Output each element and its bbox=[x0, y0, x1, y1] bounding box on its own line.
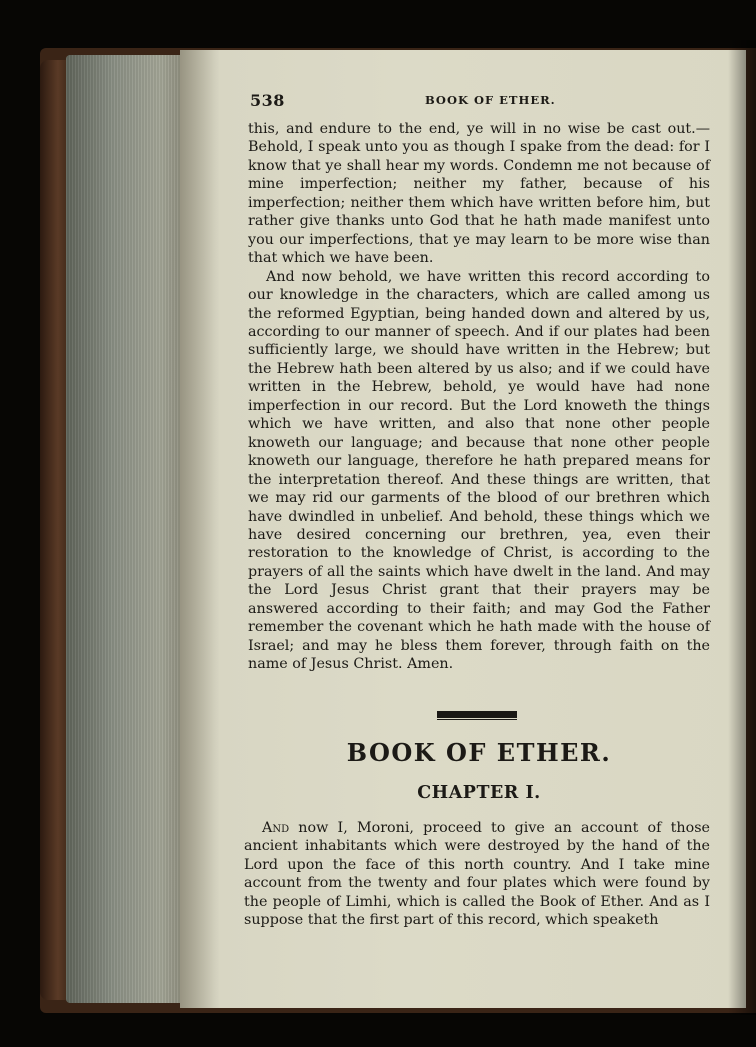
section-divider-line bbox=[437, 719, 517, 720]
section-divider bbox=[437, 711, 517, 718]
page-number: 538 bbox=[250, 91, 285, 110]
opening-word: And bbox=[262, 820, 290, 836]
paragraph: And now behold, we have written this record according to our knowledge in the characters, which are called among us the reformed Egyptian, being handed down and altered by us, according to our manner of speech. And if our plates had been sufficiently large, we should have written in the Hebrew; but the Hebrew hath been altered by us also; and if we could have written in the Hebrew, behold, ye would have had none imperfection in our record. But the Lord knoweth the things which we have written, and also that none other people knoweth our language; and because that none other people knoweth our language, therefore he hath prepared means for the interpretation thereof. And these things are written, that we may rid our garments of the blood of our brethren which have dwindled in unbelief. And behold, these things which we have desired concerning our brethren, yea, even their restoration to the knowledge of Christ, is according to the prayers of all the saints which have dwelt in the land. And may the Lord Jesus Christ grant that their prayers may be answered according to their faith; and may God the Father remember the covenant which he hath made with the house of Israel; and may he bless them forever, through faith on the name of Jesus Christ. Amen. bbox=[248, 268, 710, 673]
chapter-paragraph bbox=[244, 819, 710, 930]
page-edges bbox=[66, 55, 184, 1003]
paragraph-continuation: this, and endure to the end, ye will in no wise be cast out.— Behold, I speak unto you as though I spake from the dead: for I know that ye shall hear my words. Condemn me not because of mine imperfection; neither my father, because of his imperfection; neither them which have written before him, but rather give thanks unto God that he hath made manifest unto you our imperfections, that ye may learn to be more wise than that which we have been. bbox=[248, 121, 710, 267]
page-edge-shadow bbox=[728, 40, 756, 1015]
gutter-shadow bbox=[180, 50, 220, 1008]
opening-text: now I, Moroni, proceed to give an account of those ancient inhabitants which were destroyed by the hand of the Lord upon the face of this north country. And I take mine account from the twenty and four plates which were found by the people of Limhi, which is called the Book of Ether. And as I suppose that the first part of this record, which speaketh bbox=[244, 820, 710, 929]
chapter-text bbox=[244, 819, 710, 930]
chapter-title: CHAPTER I. bbox=[417, 783, 541, 803]
book-title: BOOK OF ETHER. bbox=[346, 738, 612, 767]
book-page bbox=[180, 50, 746, 1008]
page-header bbox=[250, 91, 732, 111]
body-text bbox=[248, 120, 710, 674]
running-head: BOOK OF ETHER. bbox=[425, 93, 556, 107]
